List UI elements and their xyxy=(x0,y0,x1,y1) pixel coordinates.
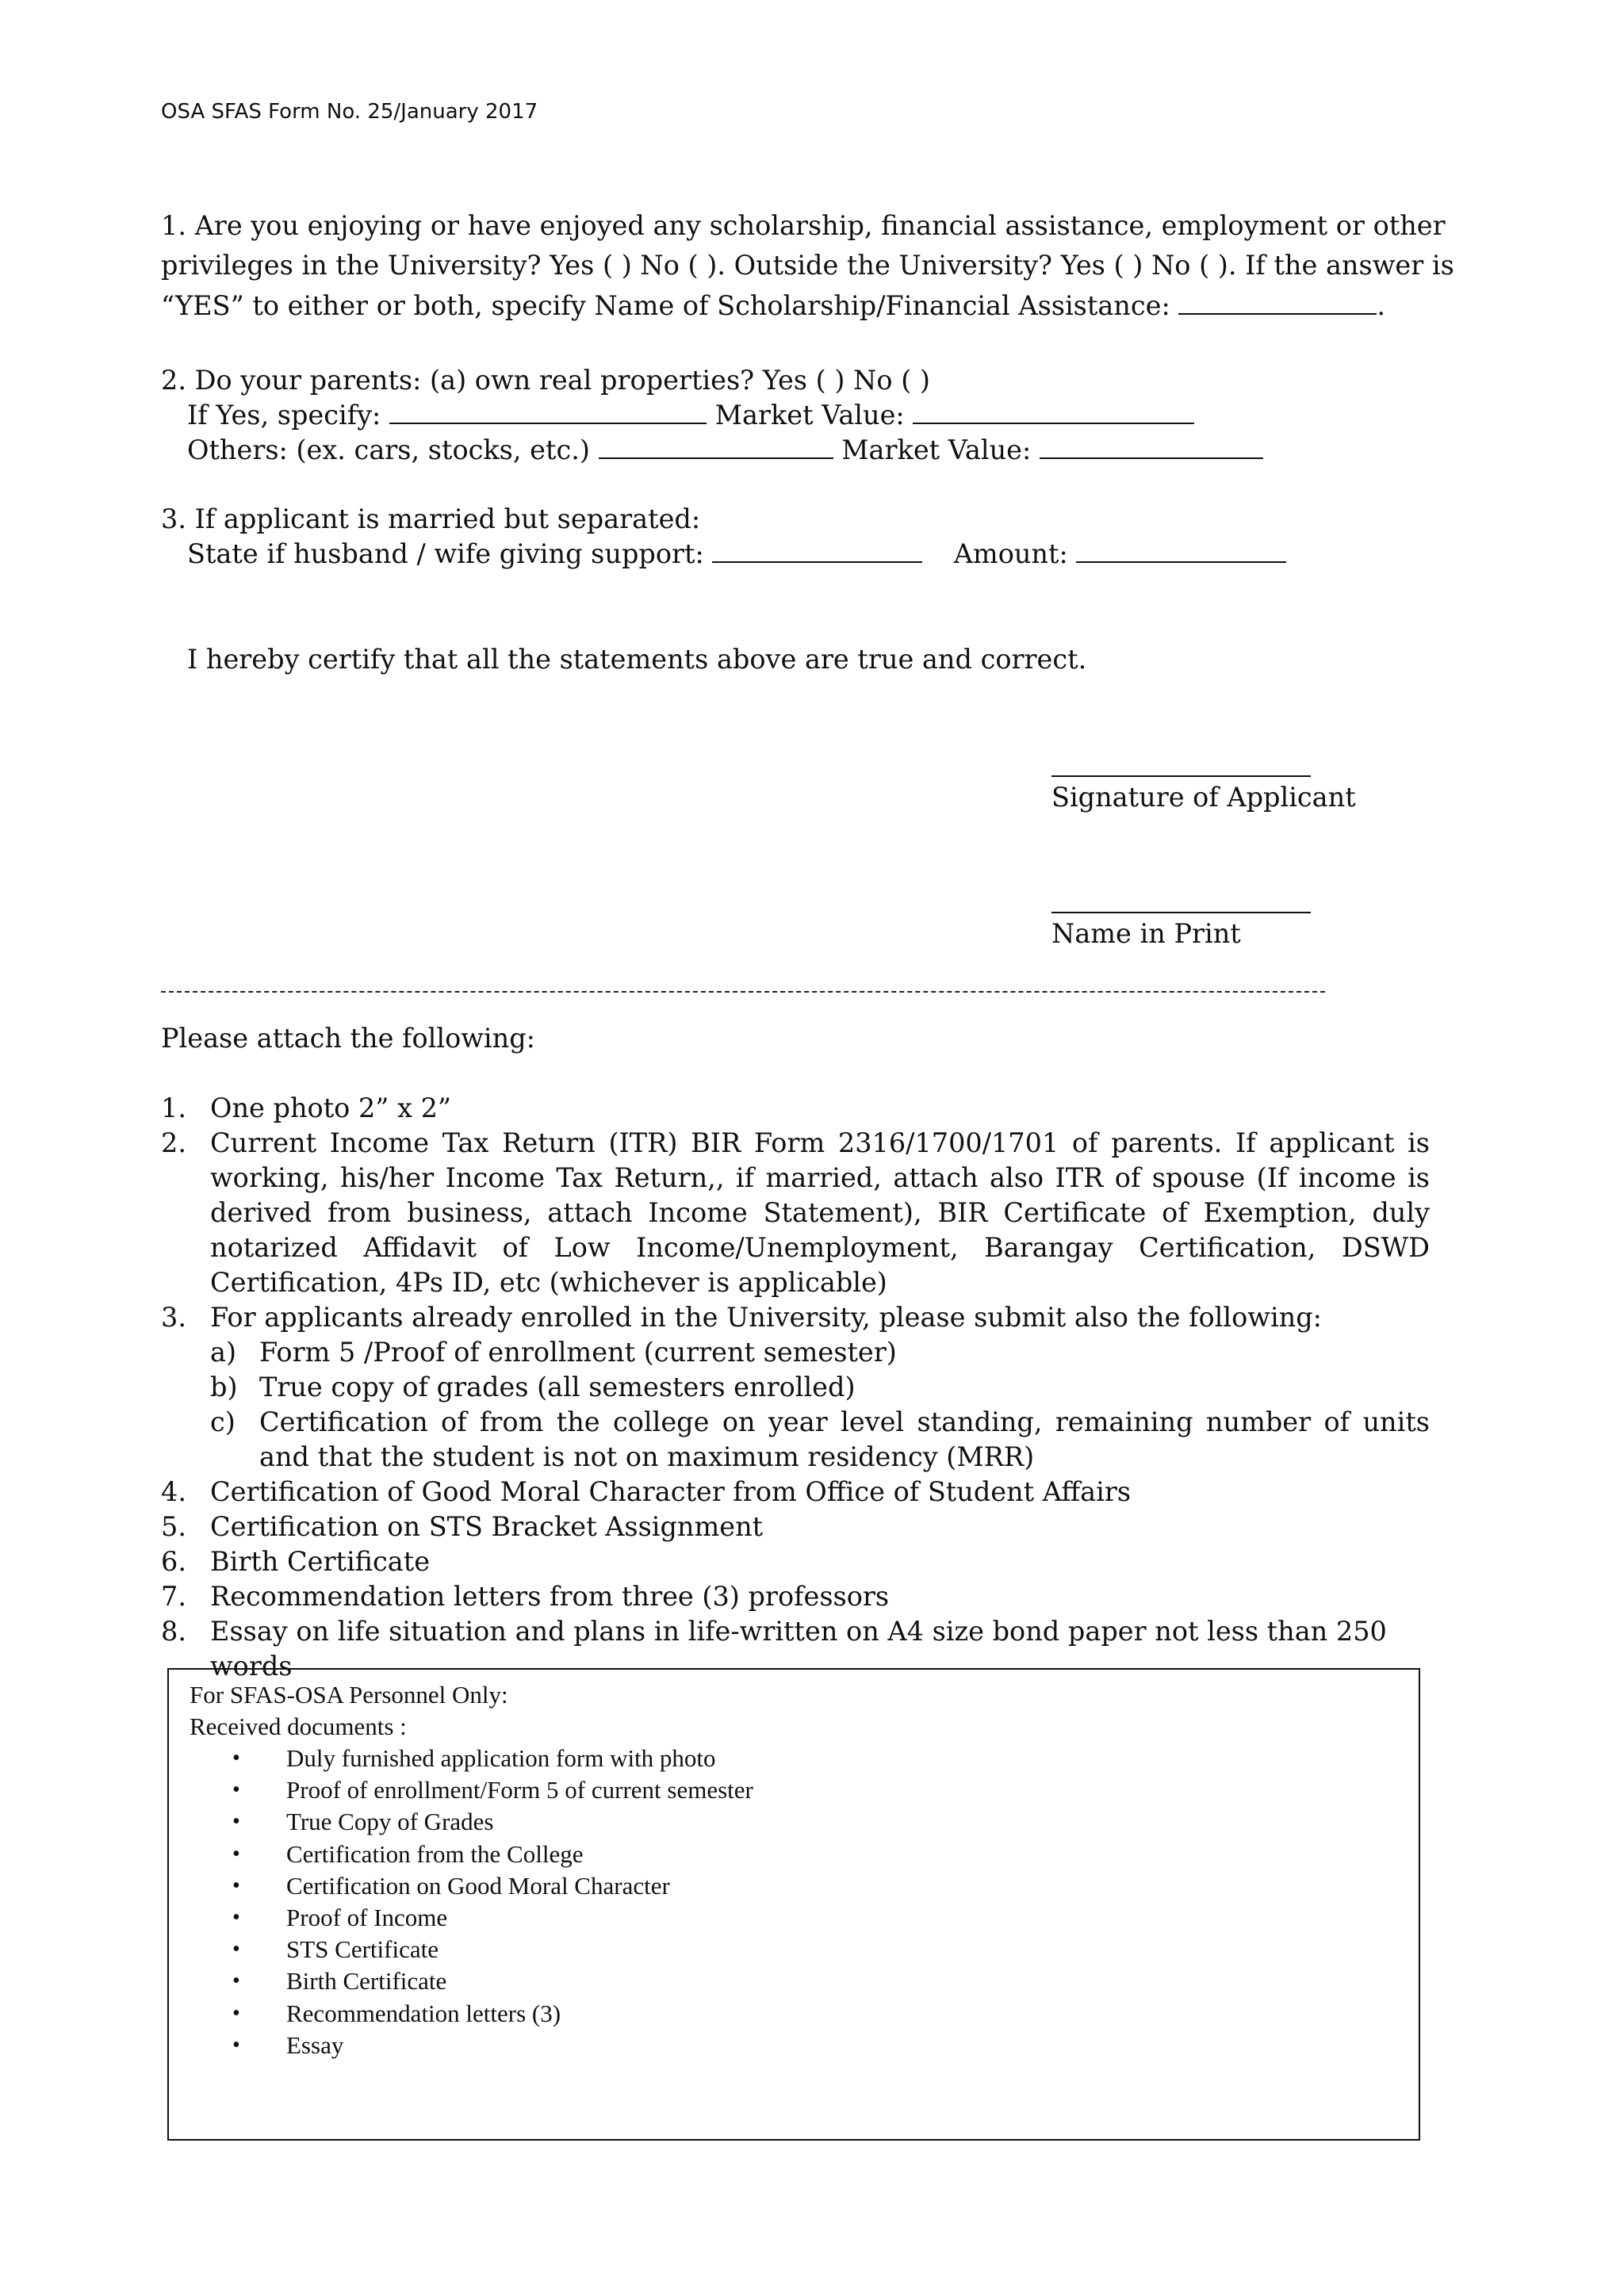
received-document-item: • True Copy of Grades xyxy=(232,1806,753,1838)
form-number: OSA SFAS Form No. 25/January 2017 xyxy=(161,100,538,124)
bullet-icon: • xyxy=(232,1969,240,1994)
sub-requirement-item: a) Form 5 /Proof of enrollment (current semester) xyxy=(210,1337,897,1368)
market-value-label-2: Market Value: xyxy=(841,434,1032,465)
received-documents-label: Received documents : xyxy=(190,1712,407,1740)
q3-line-1: 3. If applicant is married but separated: xyxy=(161,503,701,534)
dashed-separator xyxy=(161,991,1325,993)
bullet-icon: • xyxy=(232,1873,240,1898)
q2-line-1: 2. Do your parents: (a) own real properties? Yes ( ) No ( ) xyxy=(161,365,930,396)
support-amount-field[interactable] xyxy=(1076,538,1286,563)
q1-line-3 xyxy=(161,289,1385,323)
bullet-icon: • xyxy=(232,1746,240,1770)
name-in-print-label: Name in Print xyxy=(1051,918,1241,949)
received-document-item: • STS Certificate xyxy=(232,1934,753,1965)
scholarship-name-field[interactable] xyxy=(1178,289,1377,315)
bullet-icon: • xyxy=(232,1841,240,1866)
bullet-icon: • xyxy=(232,1905,240,1931)
other-assets-market-value-field[interactable] xyxy=(1040,434,1263,459)
q1-line-1: 1. Are you enjoying or have enjoyed any scholarship, financial assistance, employment or other xyxy=(161,210,1446,241)
received-documents-list xyxy=(232,1743,753,2061)
requirement-item: 6. Birth Certificate xyxy=(161,1546,431,1577)
spouse-support-field[interactable] xyxy=(712,538,922,563)
received-document-item: • Essay xyxy=(232,2030,753,2061)
attachments-heading: Please attach the following: xyxy=(161,1023,535,1054)
sub-requirement-item: b) True copy of grades (all semesters enrolled) xyxy=(210,1372,856,1402)
certification-statement: I hereby certify that all the statements above are true and correct. xyxy=(187,644,1087,675)
sub-requirement-item: c) Certification of from the college on year level standing, remaining number of units and that the student is not on maximum residency (MRR) xyxy=(210,1406,1430,1472)
name-in-print-line[interactable] xyxy=(1051,912,1311,913)
q2-line-3 xyxy=(187,433,1263,468)
bullet-icon: • xyxy=(232,2032,240,2057)
received-document-item: • Certification from the College xyxy=(232,1839,753,1870)
bullet-icon: • xyxy=(232,1809,240,1835)
office-use-title: For SFAS-OSA Personnel Only: xyxy=(190,1681,508,1709)
bullet-icon: • xyxy=(232,1777,240,1803)
q3-line-2 xyxy=(187,537,1286,572)
received-document-item: • Recommendation letters (3) xyxy=(232,1998,753,2030)
q1-line-2: privileges in the University? Yes ( ) No ( ). Outside the University? Yes ( ) No ( ). If the answer is xyxy=(161,250,1454,281)
requirement-item: 5. Certification on STS Bracket Assignment xyxy=(161,1511,764,1542)
requirement-item: 7. Recommendation letters from three (3) professors xyxy=(161,1581,890,1612)
if-yes-label: If Yes, specify: xyxy=(187,400,381,430)
signature-line[interactable] xyxy=(1051,775,1311,777)
requirements-list xyxy=(161,1091,1430,1684)
q1-period: . xyxy=(1377,290,1386,321)
other-assets-field[interactable] xyxy=(599,434,833,459)
received-document-item: • Proof of enrollment/Form 5 of current semester xyxy=(232,1774,753,1806)
amount-label: Amount: xyxy=(953,538,1068,569)
others-label: Others: (ex. cars, stocks, etc.) xyxy=(187,434,590,465)
support-label: State if husband / wife giving support: xyxy=(187,538,704,569)
requirement-item: 4. Certification of Good Moral Character from Office of Student Affairs xyxy=(161,1476,1132,1507)
requirement-item: 8. Essay on life situation and plans in life-written on A4 size bond paper not less than 250 words xyxy=(161,1616,1387,1682)
signature-label: Signature of Applicant xyxy=(1051,782,1356,813)
requirement-item: 1. One photo 2” x 2” xyxy=(161,1093,452,1123)
market-value-label: Market Value: xyxy=(714,400,905,430)
q2-line-2 xyxy=(187,398,1194,433)
real-property-field[interactable] xyxy=(389,399,707,424)
bullet-icon: • xyxy=(232,2000,240,2026)
enrolled-requirements-sublist xyxy=(210,1335,1430,1475)
q1-specify-label: “YES” to either or both, specify Name of Scholarship/Financial Assistance: xyxy=(161,290,1170,321)
requirement-item: 3. For applicants already enrolled in the University, please submit also the following: a) Form 5 /Proof of enrollment (current semester) b) True copy of grades (all semesters enrolled) c) Certification of from the college on year level standing, remaining number of units and that the student is not on maximum residency (MRR) xyxy=(161,1300,1430,1475)
bullet-icon: • xyxy=(232,1937,240,1962)
received-document-item: • Certification on Good Moral Character xyxy=(232,1870,753,1902)
received-document-item: • Duly furnished application form with photo xyxy=(232,1743,753,1774)
received-document-item: • Proof of Income xyxy=(232,1902,753,1934)
received-document-item: • Birth Certificate xyxy=(232,1965,753,1997)
office-use-box xyxy=(167,1668,1420,2141)
requirement-item: 2. Current Income Tax Return (ITR) BIR Form 2316/1700/1701 of parents. If applicant is working, his/her Income Tax Return,, if married, attach also ITR of spouse (If income is derived from business, attach Income Statement), BIR Certificate of Exemption, duly notarized Affidavit of Low Income/Unemployment, Barangay Certification, DSWD Certification, 4Ps ID, etc (whichever is applicable) xyxy=(161,1127,1430,1298)
real-property-market-value-field[interactable] xyxy=(913,399,1194,424)
